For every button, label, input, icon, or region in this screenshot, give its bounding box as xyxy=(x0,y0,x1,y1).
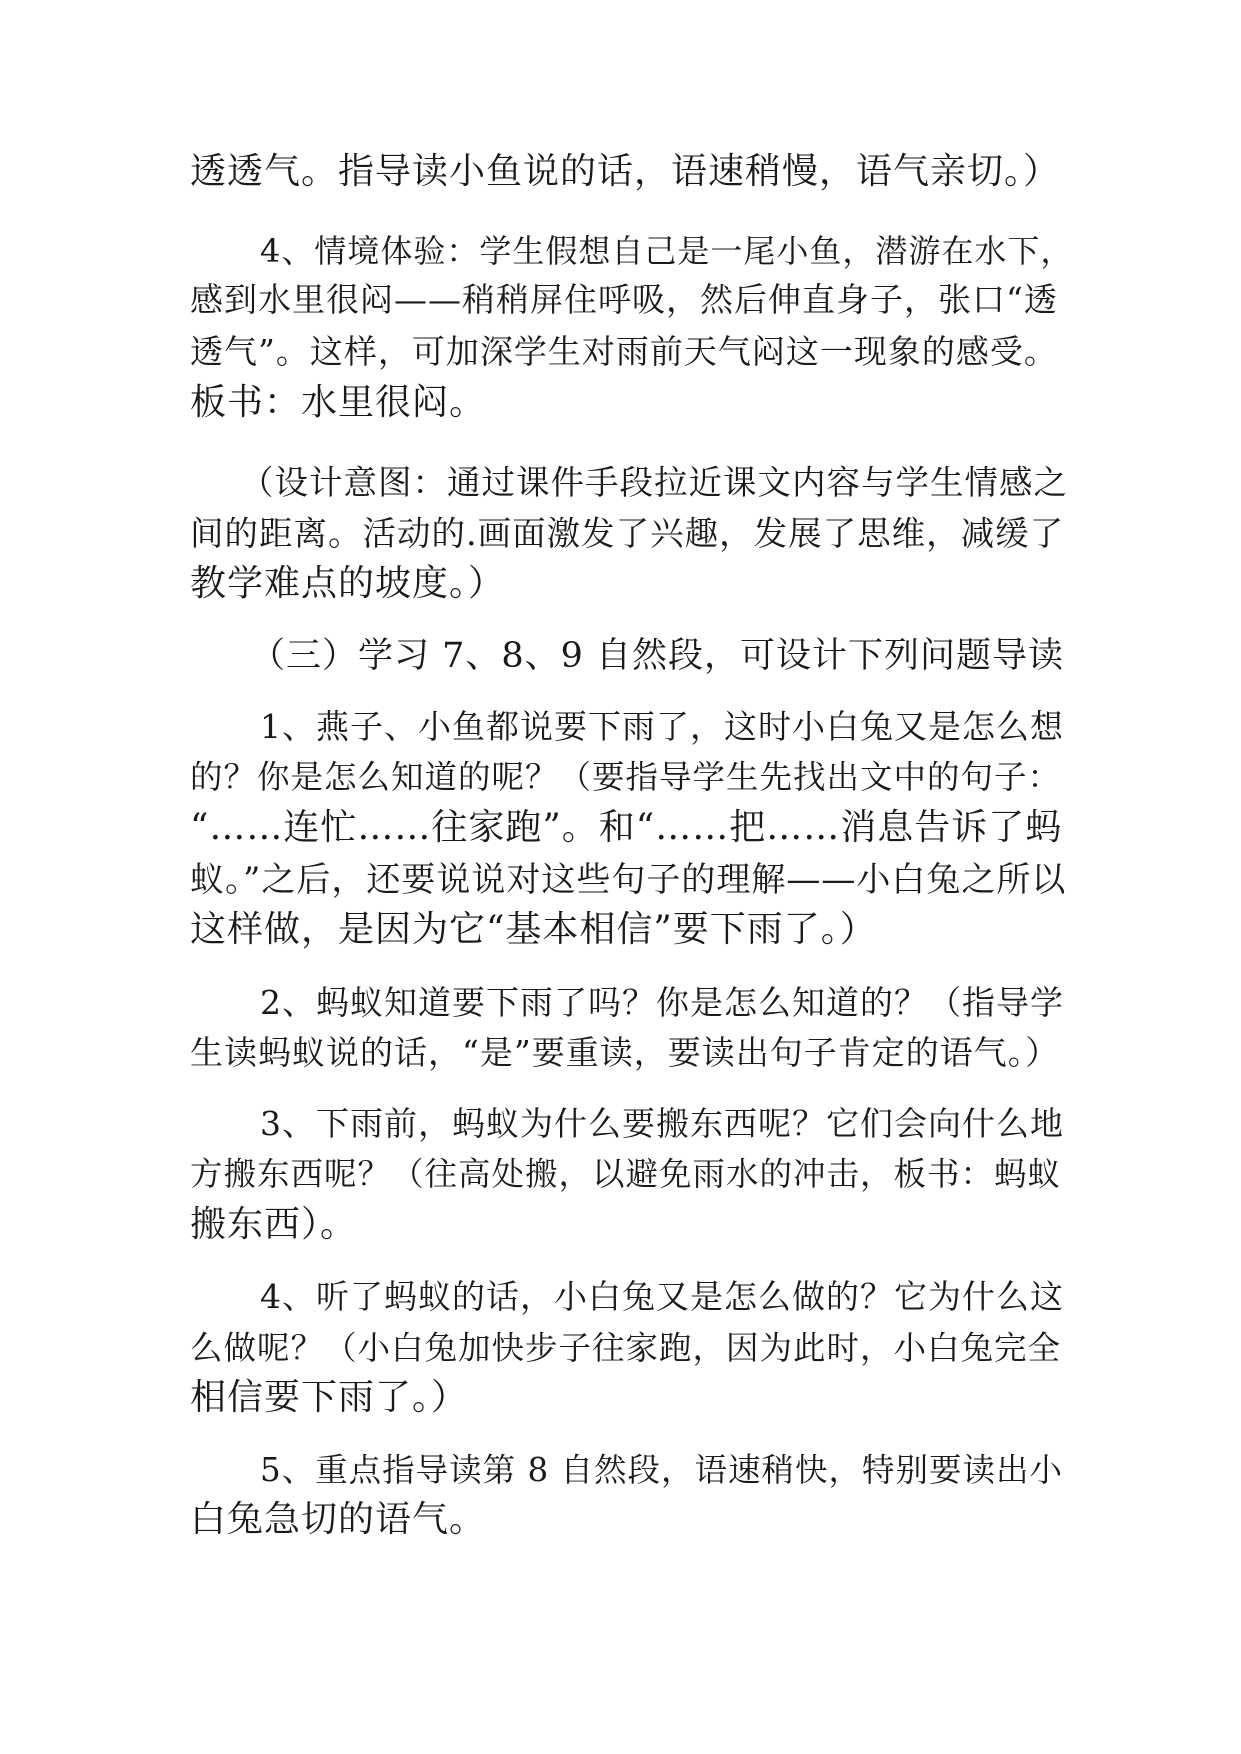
text-line: 2、蚂蚁知道要下雨了吗？你是怎么知道的？（指导学 xyxy=(260,983,1064,1022)
text-line: 方搬东西呢？（往高处搬，以避免雨水的冲击，板书：蚂蚁 xyxy=(190,1155,1062,1193)
text-line: 教学难点的坡度。） xyxy=(190,563,506,604)
text-line: 这样做，是因为它“基本相信”要下雨了。） xyxy=(190,909,877,950)
text-line: 的？你是怎么知道的呢？（要指导学生先找出文中的句子： xyxy=(190,758,1062,796)
text-line: “……连忙……往家跑”。和“……把……消息告诉了蚂 xyxy=(190,807,1063,848)
text-line: 4、听了蚂蚁的话，小白兔又是怎么做的？它为什么这 xyxy=(260,1277,1064,1316)
text-line: 5、重点指导读第 8 自然段，语速稍快，特别要读出小 xyxy=(260,1451,1064,1489)
text-line: 相信要下雨了。） xyxy=(190,1377,469,1418)
text-line: 板书：水里很闷。 xyxy=(190,382,487,423)
text-line: 感到水里很闷——稍稍屏住呼吸，然后伸直身子，张口“透 xyxy=(190,280,1058,319)
text-line: 搬东西）。 xyxy=(190,1204,358,1245)
text-line: 么做呢？（小白兔加快步子往家跑，因为此时，小白兔完全 xyxy=(190,1329,1062,1367)
text-line: 4、情境体验：学生假想自己是一尾小鱼，潜游在水下， xyxy=(260,232,1074,270)
text-line: 白兔急切的语气。 xyxy=(190,1499,487,1540)
section-heading: （三）学习 7、8、9 自然段，可设计下列问题导读 xyxy=(250,636,1065,676)
text-line: 生读蚂蚁说的话，“是”要重读，要读出句子肯定的语气。） xyxy=(190,1033,1060,1072)
text-line: 3、下雨前，蚂蚁为什么要搬东西呢？它们会向什么地 xyxy=(260,1104,1064,1143)
text-line: （设计意图：通过课件手段拉近课文内容与学生情感之 xyxy=(240,463,1068,502)
text-line: 间的距离。活动的.画面激发了兴趣，发展了思维，减缓了 xyxy=(190,514,1065,553)
text-line: 透透气。指导读小鱼说的话，语速稍慢，语气亲切。） xyxy=(190,151,1061,192)
text-line: 蚁。”之后，还要说说对这些句子的理解——小白兔之所以 xyxy=(190,860,1067,900)
text-line: 透气”。这样，可加深学生对雨前天气闷这一现象的感受。 xyxy=(190,332,1058,371)
text-line: 1、燕子、小鱼都说要下雨了，这时小白兔又是怎么想 xyxy=(260,707,1064,746)
